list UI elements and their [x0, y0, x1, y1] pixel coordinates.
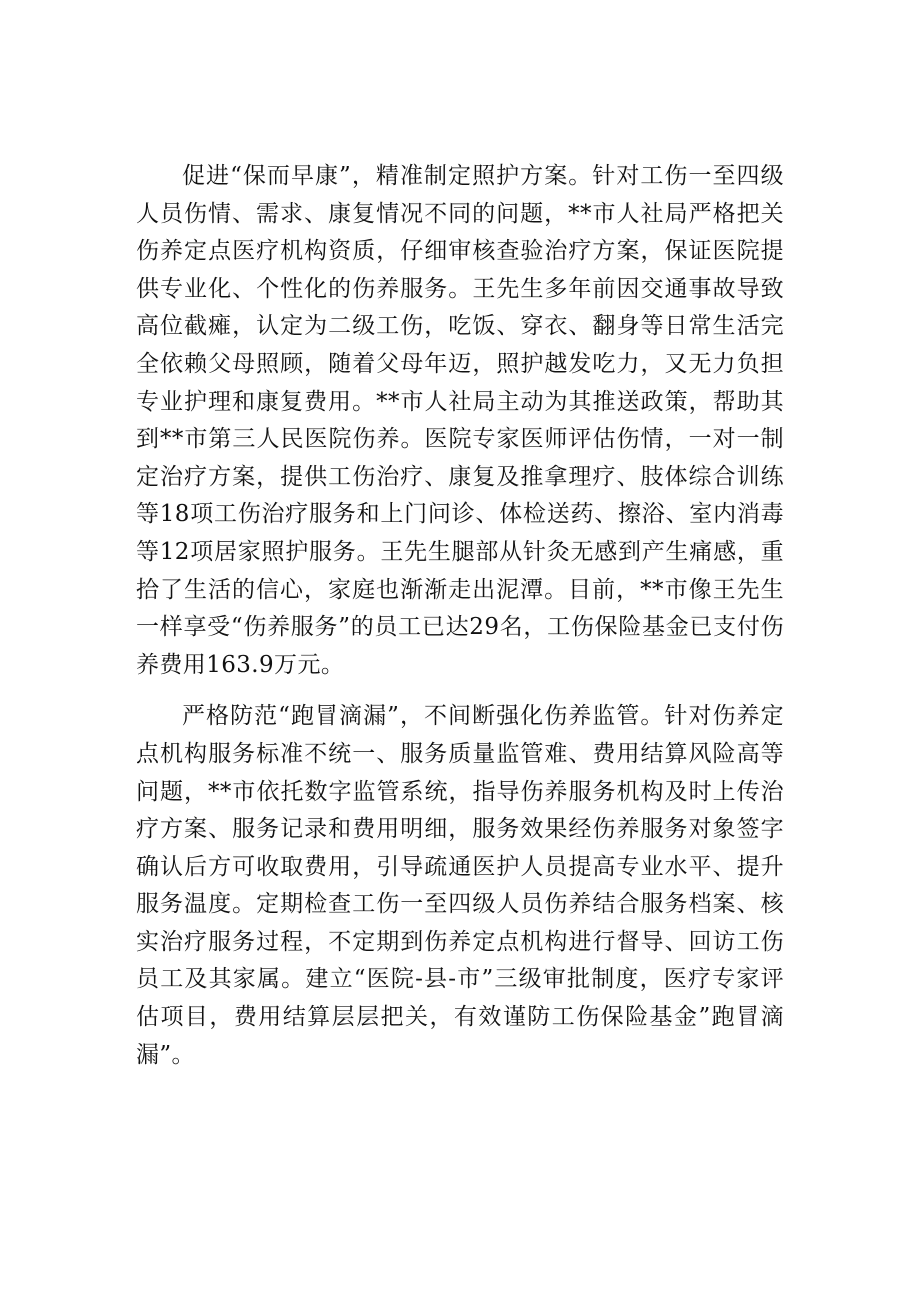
- paragraph-care-plan: 促进“保而早康”，精准制定照护方案。针对工伤一至四级人员伤情、需求、康复情况不同的问题，**市人社局严格把关伤养定点医疗机构资质，仔细审核查验治疗方案，保证医院提供专业化、个性化的伤养服务。王先生多年前因交通事故导致高位截瘫，认定为二级工伤，吃饭、穿衣、翻身等日常生活完全依赖父母照顾，随着父母年迈，照护越发吃力，又无力负担专业护理和康复费用。**市人社局主动为其推送政策，帮助其到**市第三人民医院伤养。医院专家医师评估伤情，一对一制定治疗方案，提供工伤治疗、康复及推拿理疗、肢体综合训练等18项工伤治疗服务和上门问诊、体检送药、擦浴、室内消毒等12项居家照护服务。王先生腿部从针灸无感到产生痛感，重拾了生活的信心，家庭也渐渐走出泥潭。目前，**市像王先生一样享受“伤养服务”的员工已达29名，工伤保险基金已支付伤养费用163.9万元。: [136, 163, 784, 678]
- paragraph-supervision: 严格防范“跑冒滴漏”，不间断强化伤养监管。针对伤养定点机构服务标准不统一、服务质量监管难、费用结算风险高等问题，**市依托数字监管系统，指导伤养服务机构及时上传治疗方案、服务记录和费用明细，服务效果经伤养服务对象签字确认后方可收取费用，引导疏通医护人员提高专业水平、提升服务温度。定期检查工伤一至四级人员伤养结合服务档案、核实治疗服务过程，不定期到伤养定点机构进行督导、回访工伤员工及其家属。建立“医院-县-市”三级审批制度，医疗专家评估项目，费用结算层层把关，有效谨防工伤保险基金”跑冒滴漏”。: [136, 703, 784, 1068]
- document-body: [136, 158, 784, 1074]
